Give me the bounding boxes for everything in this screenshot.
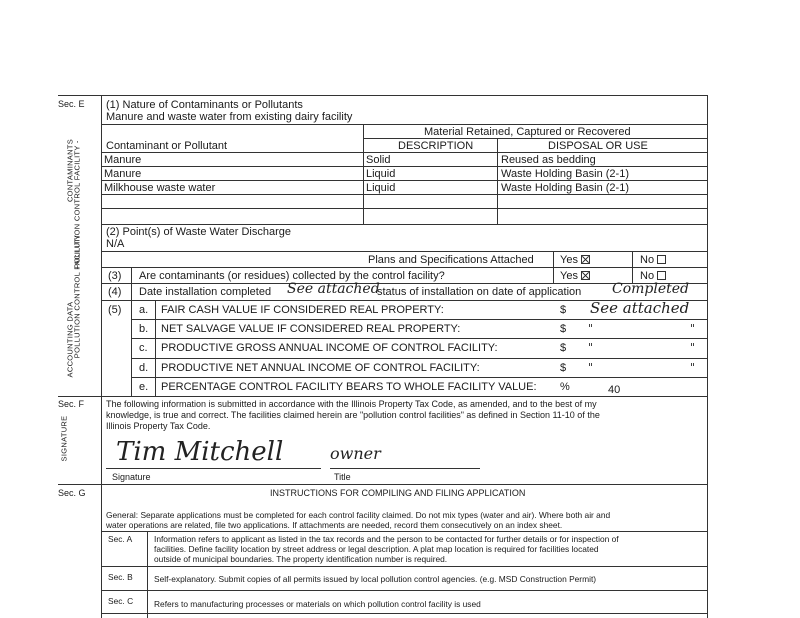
signature-label: Signature	[112, 472, 151, 482]
title-label: Title	[334, 472, 351, 482]
plans-no-checkbox[interactable]	[657, 255, 666, 264]
col-disposal: DISPOSAL OR USE	[548, 140, 648, 152]
q2-answer: N/A	[106, 238, 125, 250]
row-2-contaminant: Manure	[104, 168, 142, 180]
side-label-contaminants-1: POLLUTION CONTROL FACILITY -	[72, 140, 82, 269]
row-2-disposal: Waste Holding Basin (2-1)	[501, 168, 629, 180]
sec-g-label: Sec. G	[58, 488, 86, 498]
plans-yes-checkbox[interactable]	[581, 255, 590, 264]
sec-f-text-2: knowledge, is true and correct. The facilities claimed herein are "pollution control facilities" as defined in Section 11-10 of the	[106, 410, 600, 420]
item-1-handwritten-value: See attached	[590, 299, 690, 317]
sec-g-a-line-3: outside of municipal boundaries. The property identification number is required.	[154, 554, 448, 564]
side-label-accounting-2: ACCOUNTING DATA	[65, 301, 75, 378]
item-4-unit: $	[560, 361, 567, 374]
item-5-value: 40	[608, 383, 621, 396]
row-3-disposal: Waste Holding Basin (2-1)	[501, 182, 629, 194]
signature-handwritten: Tim Mitchell	[116, 437, 284, 467]
row-2-description: Liquid	[366, 168, 396, 180]
q4-label-b: status of installation on date of application	[377, 286, 582, 298]
item-2-label: NET SALVAGE VALUE IF CONSIDERED REAL PROPERTY:	[161, 323, 461, 336]
sec-f-text-1: The following information is submitted in accordance with the Illinois Property Tax Code, as amended, and to the best of my	[106, 399, 597, 409]
row-1-description: Solid	[366, 154, 391, 166]
sec-g-a-line-2: facilities. Define facility location by street address or legal description. A plat map location is required for facilities located	[154, 544, 599, 554]
item-5-label: PERCENTAGE CONTROL FACILITY BEARS TO WHOLE FACILITY VALUE:	[161, 380, 537, 393]
col-description: DESCRIPTION	[398, 140, 474, 152]
sec-g-b-line-1: Self-explanatory. Submit copies of all permits issued by local pollution control agencies. (e.g. MSD Construction Permit)	[154, 574, 597, 584]
side-label-signature: SIGNATURE	[59, 415, 69, 462]
item-2-letter: b.	[139, 323, 149, 336]
sec-g-c-label: Sec. C	[108, 596, 134, 606]
row-3-description: Liquid	[366, 182, 396, 194]
item-3-letter: c.	[139, 342, 148, 355]
item-3-unit: $	[560, 342, 567, 355]
q3-yes-checkbox[interactable]	[581, 271, 590, 280]
q3-label: Are contaminants (or residues) collected by the control facility?	[139, 270, 445, 282]
item-4-label: PRODUCTIVE NET ANNUAL INCOME OF CONTROL FACILITY:	[161, 361, 480, 374]
plans-no[interactable]: No	[640, 254, 666, 266]
sec-g-b-label: Sec. B	[108, 572, 133, 582]
sec-g-general-2: water operations are related, file two applications. If attachments are needed, record them consecutively on an index sheet.	[106, 520, 563, 530]
item-3-ditto-1: "	[588, 341, 594, 355]
col-contaminant: Contaminant or Pollutant	[106, 140, 228, 152]
sec-f-text-3: Illinois Property Tax Code.	[106, 421, 211, 431]
q1-answer: Manure and waste water from existing dairy facility	[106, 111, 353, 123]
row-3-contaminant: Milkhouse waste water	[104, 182, 216, 194]
sec-f-label: Sec. F	[58, 399, 85, 409]
q5-number: (5)	[108, 304, 122, 316]
item-2-ditto-1: "	[588, 322, 594, 336]
item-1-letter: a.	[139, 304, 149, 316]
row-1-disposal: Reused as bedding	[501, 154, 596, 166]
item-5-letter: e.	[139, 380, 149, 393]
q4-handwritten-status: Completed	[612, 281, 690, 297]
q4-number: (4)	[108, 286, 122, 298]
item-1-label: FAIR CASH VALUE IF CONSIDERED REAL PROPERTY:	[161, 304, 444, 316]
item-1-unit: $	[560, 304, 567, 316]
side-label-accounting-1: POLLUTION CONTROL FACILITY	[72, 234, 82, 359]
item-4-letter: d.	[139, 361, 149, 374]
q3-number: (3)	[108, 270, 122, 282]
q2-label: (2) Point(s) of Waste Water Discharge	[106, 226, 292, 238]
sec-e-label: Sec. E	[58, 99, 85, 109]
q3-no[interactable]: No	[640, 270, 666, 282]
sec-g-a-line-1: Information refers to applicant as listed in the tax records and the person to be contacted for further details or for inspection of	[154, 534, 619, 544]
item-2-ditto-2: "	[690, 322, 696, 336]
q3-yes[interactable]: Yes	[560, 270, 590, 282]
item-4-ditto-1: "	[588, 360, 594, 374]
q4-label-a: Date installation completed	[139, 286, 272, 298]
sec-g-a-label: Sec. A	[108, 534, 133, 544]
q1-label: (1) Nature of Contaminants or Pollutants	[106, 99, 303, 111]
q3-no-checkbox[interactable]	[657, 271, 666, 280]
item-4-ditto-2: "	[690, 360, 696, 374]
item-3-ditto-2: "	[690, 341, 696, 355]
side-label-contaminants-2: CONTAMINANTS	[65, 138, 75, 203]
row-1-contaminant: Manure	[104, 154, 142, 166]
item-5-unit: %	[560, 380, 570, 393]
item-2-unit: $	[560, 323, 567, 336]
sec-g-general-1: General: Separate applications must be completed for each control facility claimed. Do not mix types (water and air). Where both air and	[106, 510, 611, 520]
material-header: Material Retained, Captured or Recovered	[424, 126, 631, 138]
title-handwritten: owner	[330, 444, 381, 463]
plans-yes[interactable]: Yes	[560, 254, 590, 266]
sec-g-heading: INSTRUCTIONS FOR COMPILING AND FILING APPLICATION	[270, 488, 526, 498]
sec-g-c-line-1: Refers to manufacturing processes or materials on which pollution control facility is used	[154, 599, 481, 609]
plans-label: Plans and Specifications Attached	[368, 254, 534, 266]
q4-handwritten-date: See attached	[287, 281, 380, 297]
item-3-label: PRODUCTIVE GROSS ANNUAL INCOME OF CONTROL FACILITY:	[161, 342, 498, 355]
